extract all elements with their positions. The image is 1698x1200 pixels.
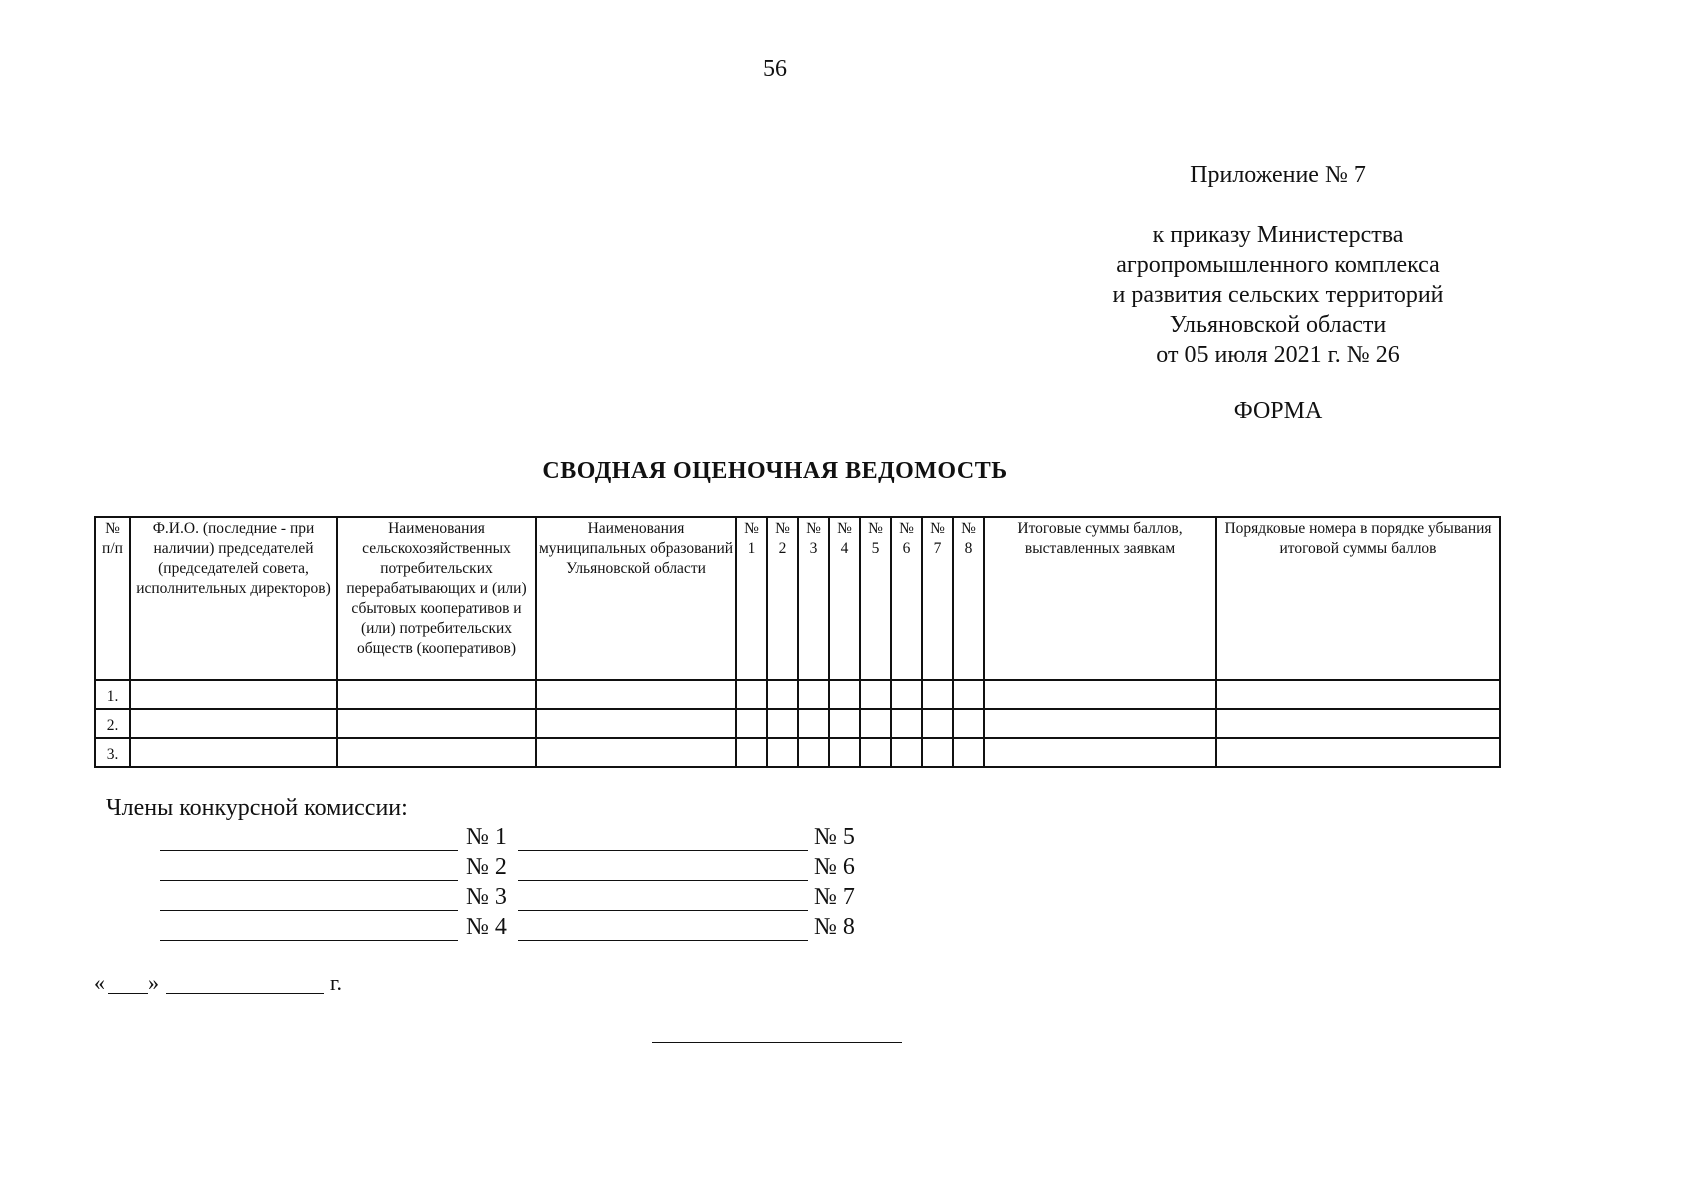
table-cell: [984, 680, 1216, 709]
page-number: 56: [763, 56, 787, 82]
member-number: № 5: [814, 824, 855, 850]
header-judge: № 4: [829, 517, 860, 680]
table-cell: [922, 738, 953, 767]
appendix-line: от 05 июля 2021 г. № 26: [1156, 342, 1400, 368]
table-cell: [337, 680, 536, 709]
table-cell: [337, 709, 536, 738]
header-judge: № 5: [860, 517, 891, 680]
header-judge: № 8: [953, 517, 984, 680]
year-suffix: г.: [330, 970, 343, 995]
member-number: № 3: [466, 884, 507, 910]
table-cell: [767, 680, 798, 709]
table-cell: [798, 738, 829, 767]
table-cell: [736, 680, 767, 709]
row-number: 3.: [95, 738, 130, 767]
footer-divider: [652, 1042, 902, 1043]
table-row: [95, 680, 1500, 709]
signature-line: [518, 880, 808, 881]
table-cell: [891, 680, 922, 709]
appendix-line: Ульяновской области: [1169, 312, 1387, 338]
table-cell: [860, 709, 891, 738]
day-blank: [108, 993, 148, 994]
table-cell: [130, 680, 337, 709]
signature-line: [160, 880, 458, 881]
table-cell: [984, 709, 1216, 738]
appendix-line: и развития сельских территорий: [1112, 282, 1444, 308]
appendix-line: агропромышленного комплекса: [1116, 252, 1440, 278]
member-number: № 2: [466, 854, 507, 880]
table-cell: [767, 709, 798, 738]
table-cell: [829, 709, 860, 738]
table-cell: [1216, 709, 1500, 738]
member-number: № 7: [814, 884, 855, 910]
date-close-quote: »: [148, 970, 159, 995]
table-cell: [922, 680, 953, 709]
table-cell: [536, 709, 736, 738]
header-rank: Порядковые номера в порядке убывания итоговой суммы баллов: [1216, 517, 1500, 680]
table-cell: [953, 738, 984, 767]
table-cell: [891, 709, 922, 738]
signature-line: [160, 940, 458, 941]
document-title: СВОДНАЯ ОЦЕНОЧНАЯ ВЕДОМОСТЬ: [542, 458, 1008, 484]
row-number: 1.: [95, 680, 130, 709]
table-cell: [829, 680, 860, 709]
form-label: ФОРМА: [1233, 398, 1323, 424]
table-cell: [337, 738, 536, 767]
commission-label: Члены конкурсной комиссии:: [106, 795, 408, 821]
appendix-line: к приказу Министерства: [1152, 222, 1404, 248]
table-cell: [829, 738, 860, 767]
member-number: № 6: [814, 854, 855, 880]
table-cell: [953, 680, 984, 709]
header-municipal: Наименования муниципальных образований Ульяновской области: [536, 517, 736, 680]
table-cell: [130, 738, 337, 767]
table-cell: [1216, 680, 1500, 709]
table-cell: [891, 738, 922, 767]
table-row: [95, 709, 1500, 738]
row-number: 2.: [95, 709, 130, 738]
signature-line: [160, 910, 458, 911]
header-judge: № 6: [891, 517, 922, 680]
appendix-block: [1060, 160, 1496, 370]
header-judge: № 1: [736, 517, 767, 680]
member-number: № 1: [466, 824, 507, 850]
date-open-quote: «: [94, 970, 105, 995]
table-cell: [922, 709, 953, 738]
table-cell: [130, 709, 337, 738]
signature-line: [518, 850, 808, 851]
header-fio: Ф.И.О. (последние - при наличии) председателей (председателей совета, исполнительных директоров): [130, 517, 337, 680]
table-cell: [860, 738, 891, 767]
member-number: № 4: [466, 914, 507, 940]
table-cell: [536, 738, 736, 767]
signature-line: [160, 850, 458, 851]
signature-line: [518, 910, 808, 911]
table-cell: [860, 680, 891, 709]
table-cell: [1216, 738, 1500, 767]
table-cell: [767, 738, 798, 767]
table-cell: [736, 738, 767, 767]
header-totals: Итоговые суммы баллов, выставленных заявкам: [984, 517, 1216, 680]
summary-table: [94, 516, 1501, 768]
table-cell: [798, 680, 829, 709]
header-num: № п/п: [95, 517, 130, 680]
header-judge: № 2: [767, 517, 798, 680]
signature-line: [518, 940, 808, 941]
header-coop-names: Наименования сельскохозяйственных потребительских перерабатывающих и (или) сбытовых кооперативов и (или) потребительских обществ (кооперативов): [337, 517, 536, 680]
month-year-blank: [166, 993, 324, 994]
table-cell: [536, 680, 736, 709]
table-row: [95, 738, 1500, 767]
member-number: № 8: [814, 914, 855, 940]
table-cell: [953, 709, 984, 738]
table-header-row: [95, 517, 1500, 680]
table-cell: [736, 709, 767, 738]
header-judge: № 3: [798, 517, 829, 680]
date-line: [94, 970, 105, 996]
table-cell: [984, 738, 1216, 767]
appendix-title: Приложение № 7: [1190, 162, 1366, 188]
table-cell: [798, 709, 829, 738]
header-judge: № 7: [922, 517, 953, 680]
